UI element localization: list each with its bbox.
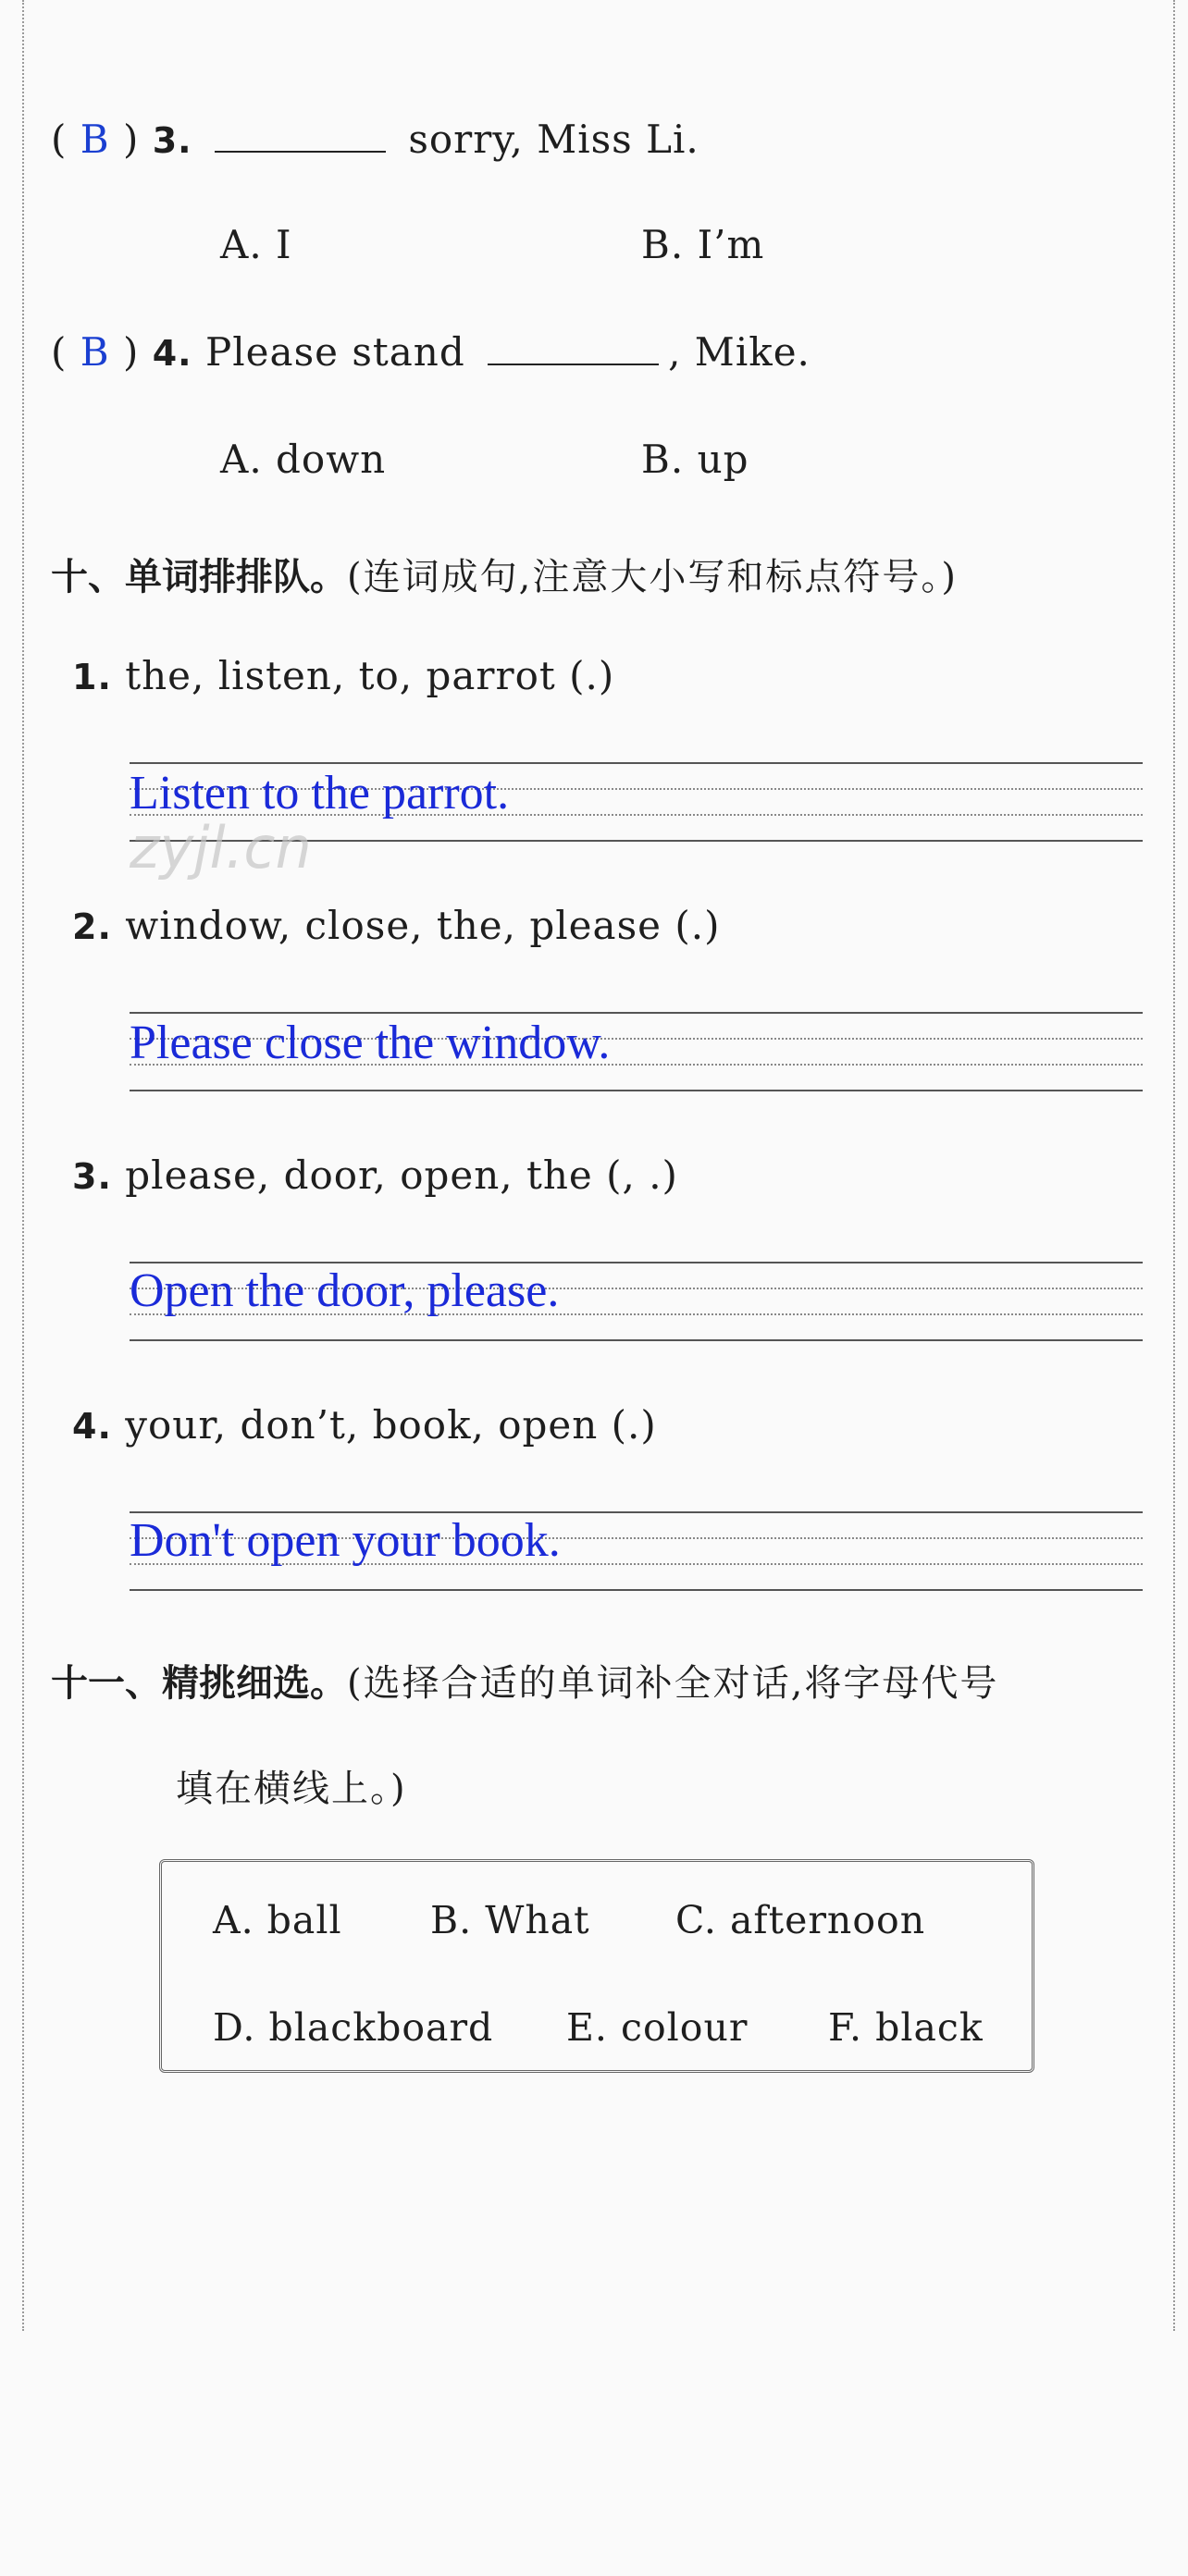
mc-option-a: A. I	[220, 222, 292, 267]
mc-question-3: ( B ) 3. sorry, Miss Li.	[51, 117, 699, 162]
left-dotted-border	[22, 0, 24, 2331]
answer-blank	[215, 119, 386, 153]
mc-option-a: A. down	[220, 437, 387, 482]
item-prompt: the, listen, to, parrot (.)	[125, 653, 615, 698]
section-10-heading	[51, 548, 958, 600]
word-option-f: F. black	[828, 2005, 984, 2050]
handwritten-answer: Don't open your book.	[130, 1514, 561, 1567]
question-number: 3.	[152, 120, 192, 161]
section-11-note-line-2: 填在横线上。)	[176, 1768, 407, 1810]
question-text: sorry, Miss Li.	[408, 117, 699, 162]
item-prompt: please, door, open, the (, .)	[125, 1152, 678, 1198]
section-title: 十、单词排排队。	[51, 556, 347, 598]
reorder-item-4	[72, 1402, 657, 1448]
writing-line-bottom	[130, 1090, 1143, 1091]
item-prompt: window, close, the, please (.)	[125, 903, 721, 948]
mc-option-b: B. I’m	[641, 222, 765, 267]
writing-line-bottom	[130, 1339, 1143, 1341]
item-prompt: your, don’t, book, open (.)	[125, 1402, 657, 1448]
item-number: 3.	[72, 1156, 112, 1197]
question-number: 4.	[152, 333, 192, 374]
item-number: 2.	[72, 906, 112, 947]
handwritten-answer: Please close the window.	[130, 1017, 611, 1069]
right-dotted-border	[1173, 0, 1175, 2331]
handwritten-answer: Listen to the parrot.	[130, 767, 510, 820]
writing-line-top	[130, 1012, 1143, 1014]
word-option-b: B. What	[430, 1898, 590, 1942]
word-option-c: C. afternoon	[675, 1898, 926, 1942]
word-option-e: E. colour	[566, 2005, 749, 2050]
reorder-item-1	[72, 653, 614, 698]
mc-answer: B	[80, 117, 110, 162]
question-text-after: , Mike.	[668, 329, 811, 375]
item-number: 4.	[72, 1406, 112, 1447]
section-11-heading	[51, 1654, 998, 1707]
writing-line-bottom	[130, 1589, 1143, 1591]
word-option-a: A. ball	[213, 1898, 342, 1942]
writing-line-top	[130, 762, 1143, 764]
word-option-d: D. blackboard	[213, 2005, 494, 2050]
mc-answer: B	[80, 329, 110, 375]
answer-blank	[488, 332, 659, 365]
reorder-item-3	[72, 1152, 678, 1198]
watermark: zyjl.cn	[130, 814, 312, 881]
reorder-item-2	[72, 903, 720, 948]
section-note-line-1: (选择合适的单词补全对话,将字母代号	[347, 1662, 999, 1705]
mc-option-b: B. up	[641, 437, 749, 482]
section-note: (连词成句,注意大小写和标点符号。)	[347, 556, 958, 598]
section-title: 十一、精挑细选。	[51, 1662, 347, 1705]
item-number: 1.	[72, 657, 112, 697]
mc-question-4: ( B ) 4. Please stand , Mike.	[51, 329, 811, 375]
handwritten-answer: Open the door, please.	[130, 1264, 560, 1317]
question-text-before: Please stand	[204, 329, 465, 375]
